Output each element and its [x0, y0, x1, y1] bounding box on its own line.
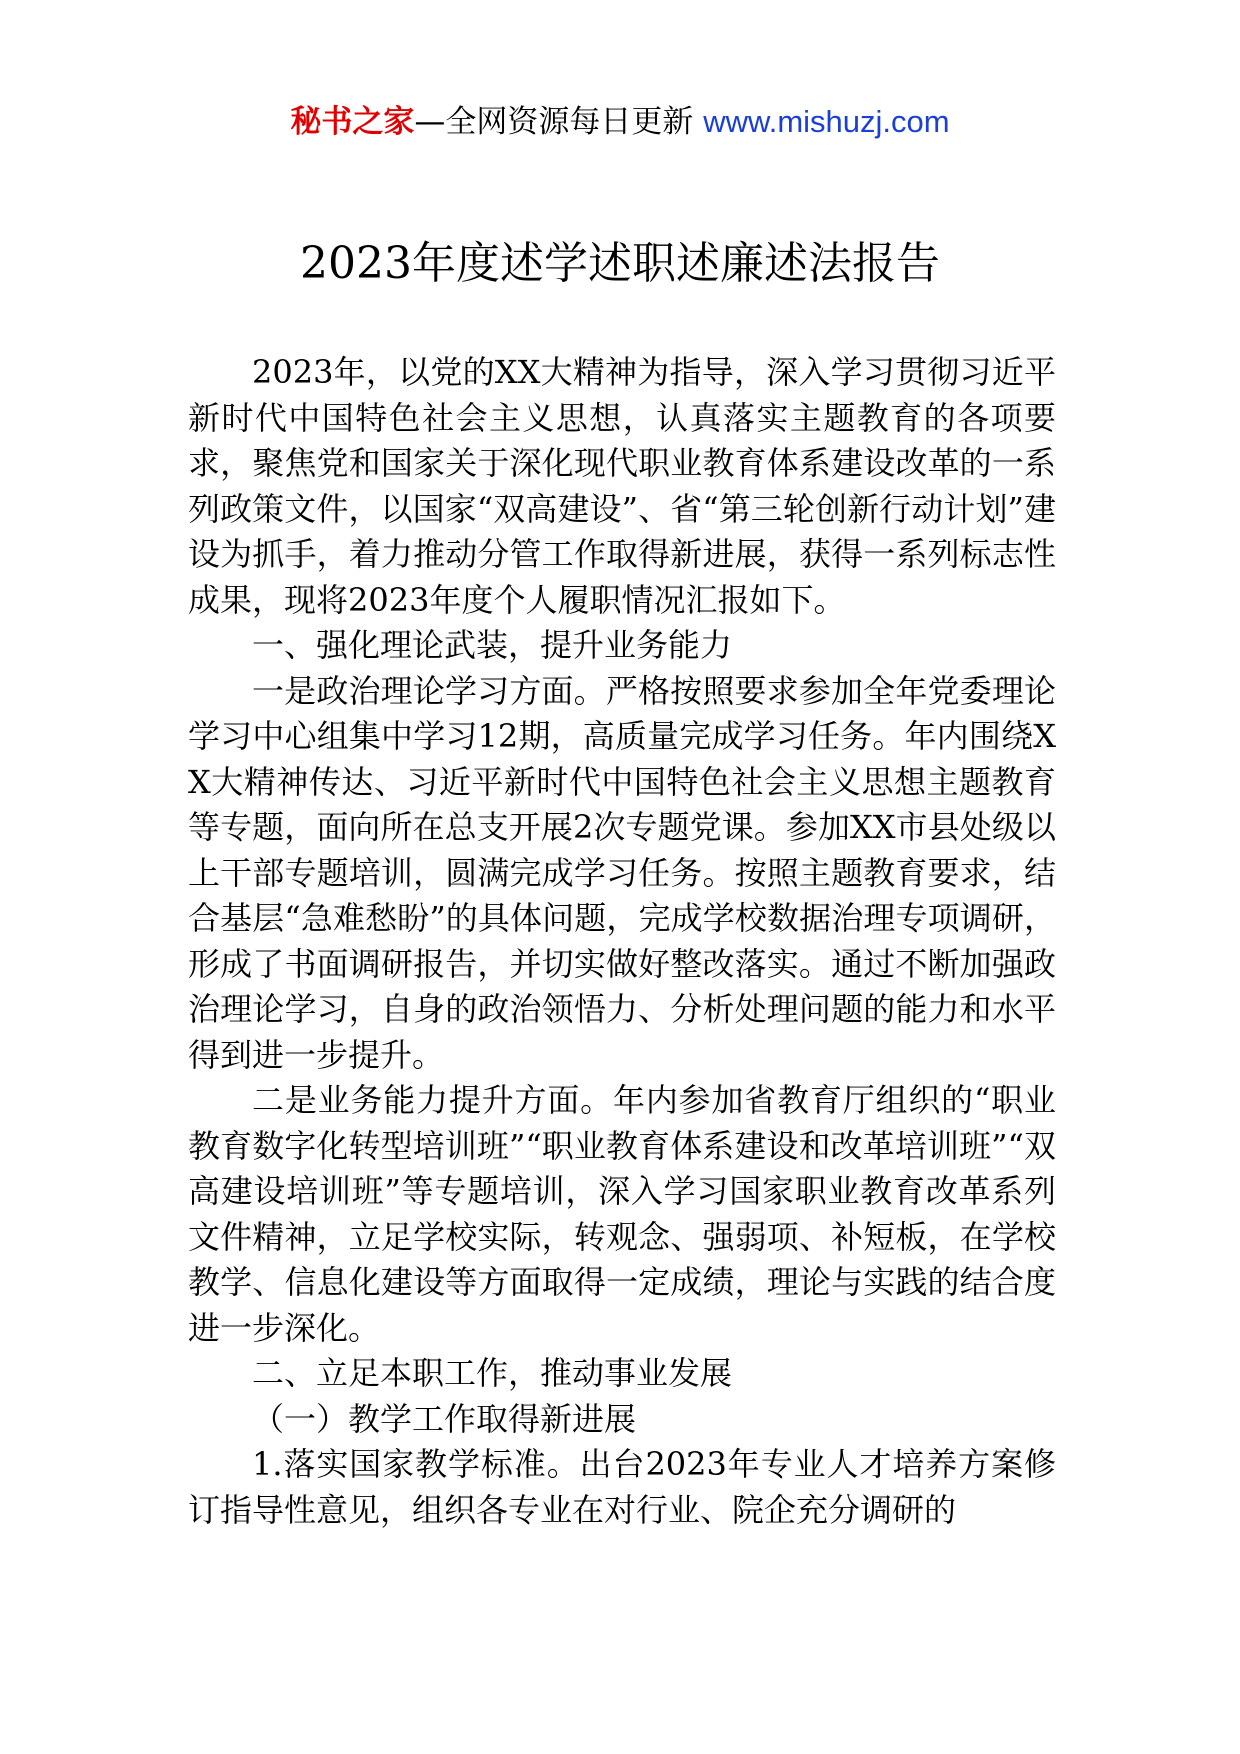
subsection-heading-1: （一）教学工作取得新进展	[252, 1399, 637, 1438]
body-paragraph: 一是政治理论学习方面。严格按照要求参加全年党委理论学习中心组集中学习12期，高质量完成学习任务。年内围绕XX大精神传达、习近平新时代中国特色社会主义思想主题教育等专题，面向所在总支开展2次专题党课。参加XX市县处级以上干部专题培训，圆满完成学习任务。按照主题教育要求，结合基层“急难愁盼”的具体问题，完成学校数据治理专项调研，形成了书面调研报告，并切实做好整改落实。通过不断加强政治理论学习，自身的政治领悟力、分析处理问题的能力和水平得到进一步提升。	[188, 671, 1056, 1074]
section-heading-2: 二、立足本职工作，推动事业发展	[252, 1354, 733, 1392]
body-paragraph: 1.落实国家教学标准。出台2023年专业人才培养方案修订指导性意见，组织各专业在对行业、院企充分调研的	[188, 1445, 1056, 1529]
site-url-link[interactable]: www.mishuzj.com	[703, 104, 950, 139]
document-body	[188, 350, 1056, 1533]
site-header	[0, 100, 1240, 144]
document-title: 2023年度述学述职述廉述法报告	[300, 238, 940, 289]
site-tagline: —全网资源每日更新	[414, 104, 704, 140]
section-heading-1: 一、强化理论武装，提升业务能力	[252, 626, 733, 664]
body-paragraph: 二是业务能力提升方面。年内参加省教育厅组织的“职业教育数字化转型培训班”“职业教育体系建设和改革培训班”“双高建设培训班”等专题培训，深入学习国家职业教育改革系列文件精神，立足学校实际，转观念、强弱项、补短板，在学校教学、信息化建设等方面取得一定成绩，理论与实践的结合度进一步深化。	[188, 1081, 1056, 1347]
intro-paragraph: 2023年，以党的XX大精神为指导，深入学习贯彻习近平新时代中国特色社会主义思想，认真落实主题教育的各项要求，聚焦党和国家关于深化现代职业教育体系建设改革的一系列政策文件，以国家“双高建设”、省“第三轮创新行动计划”建设为抓手，着力推动分管工作取得新进展，获得一系列标志性成果，现将2023年度个人履职情况汇报如下。	[188, 353, 1056, 619]
site-brand: 秘书之家	[290, 104, 415, 140]
